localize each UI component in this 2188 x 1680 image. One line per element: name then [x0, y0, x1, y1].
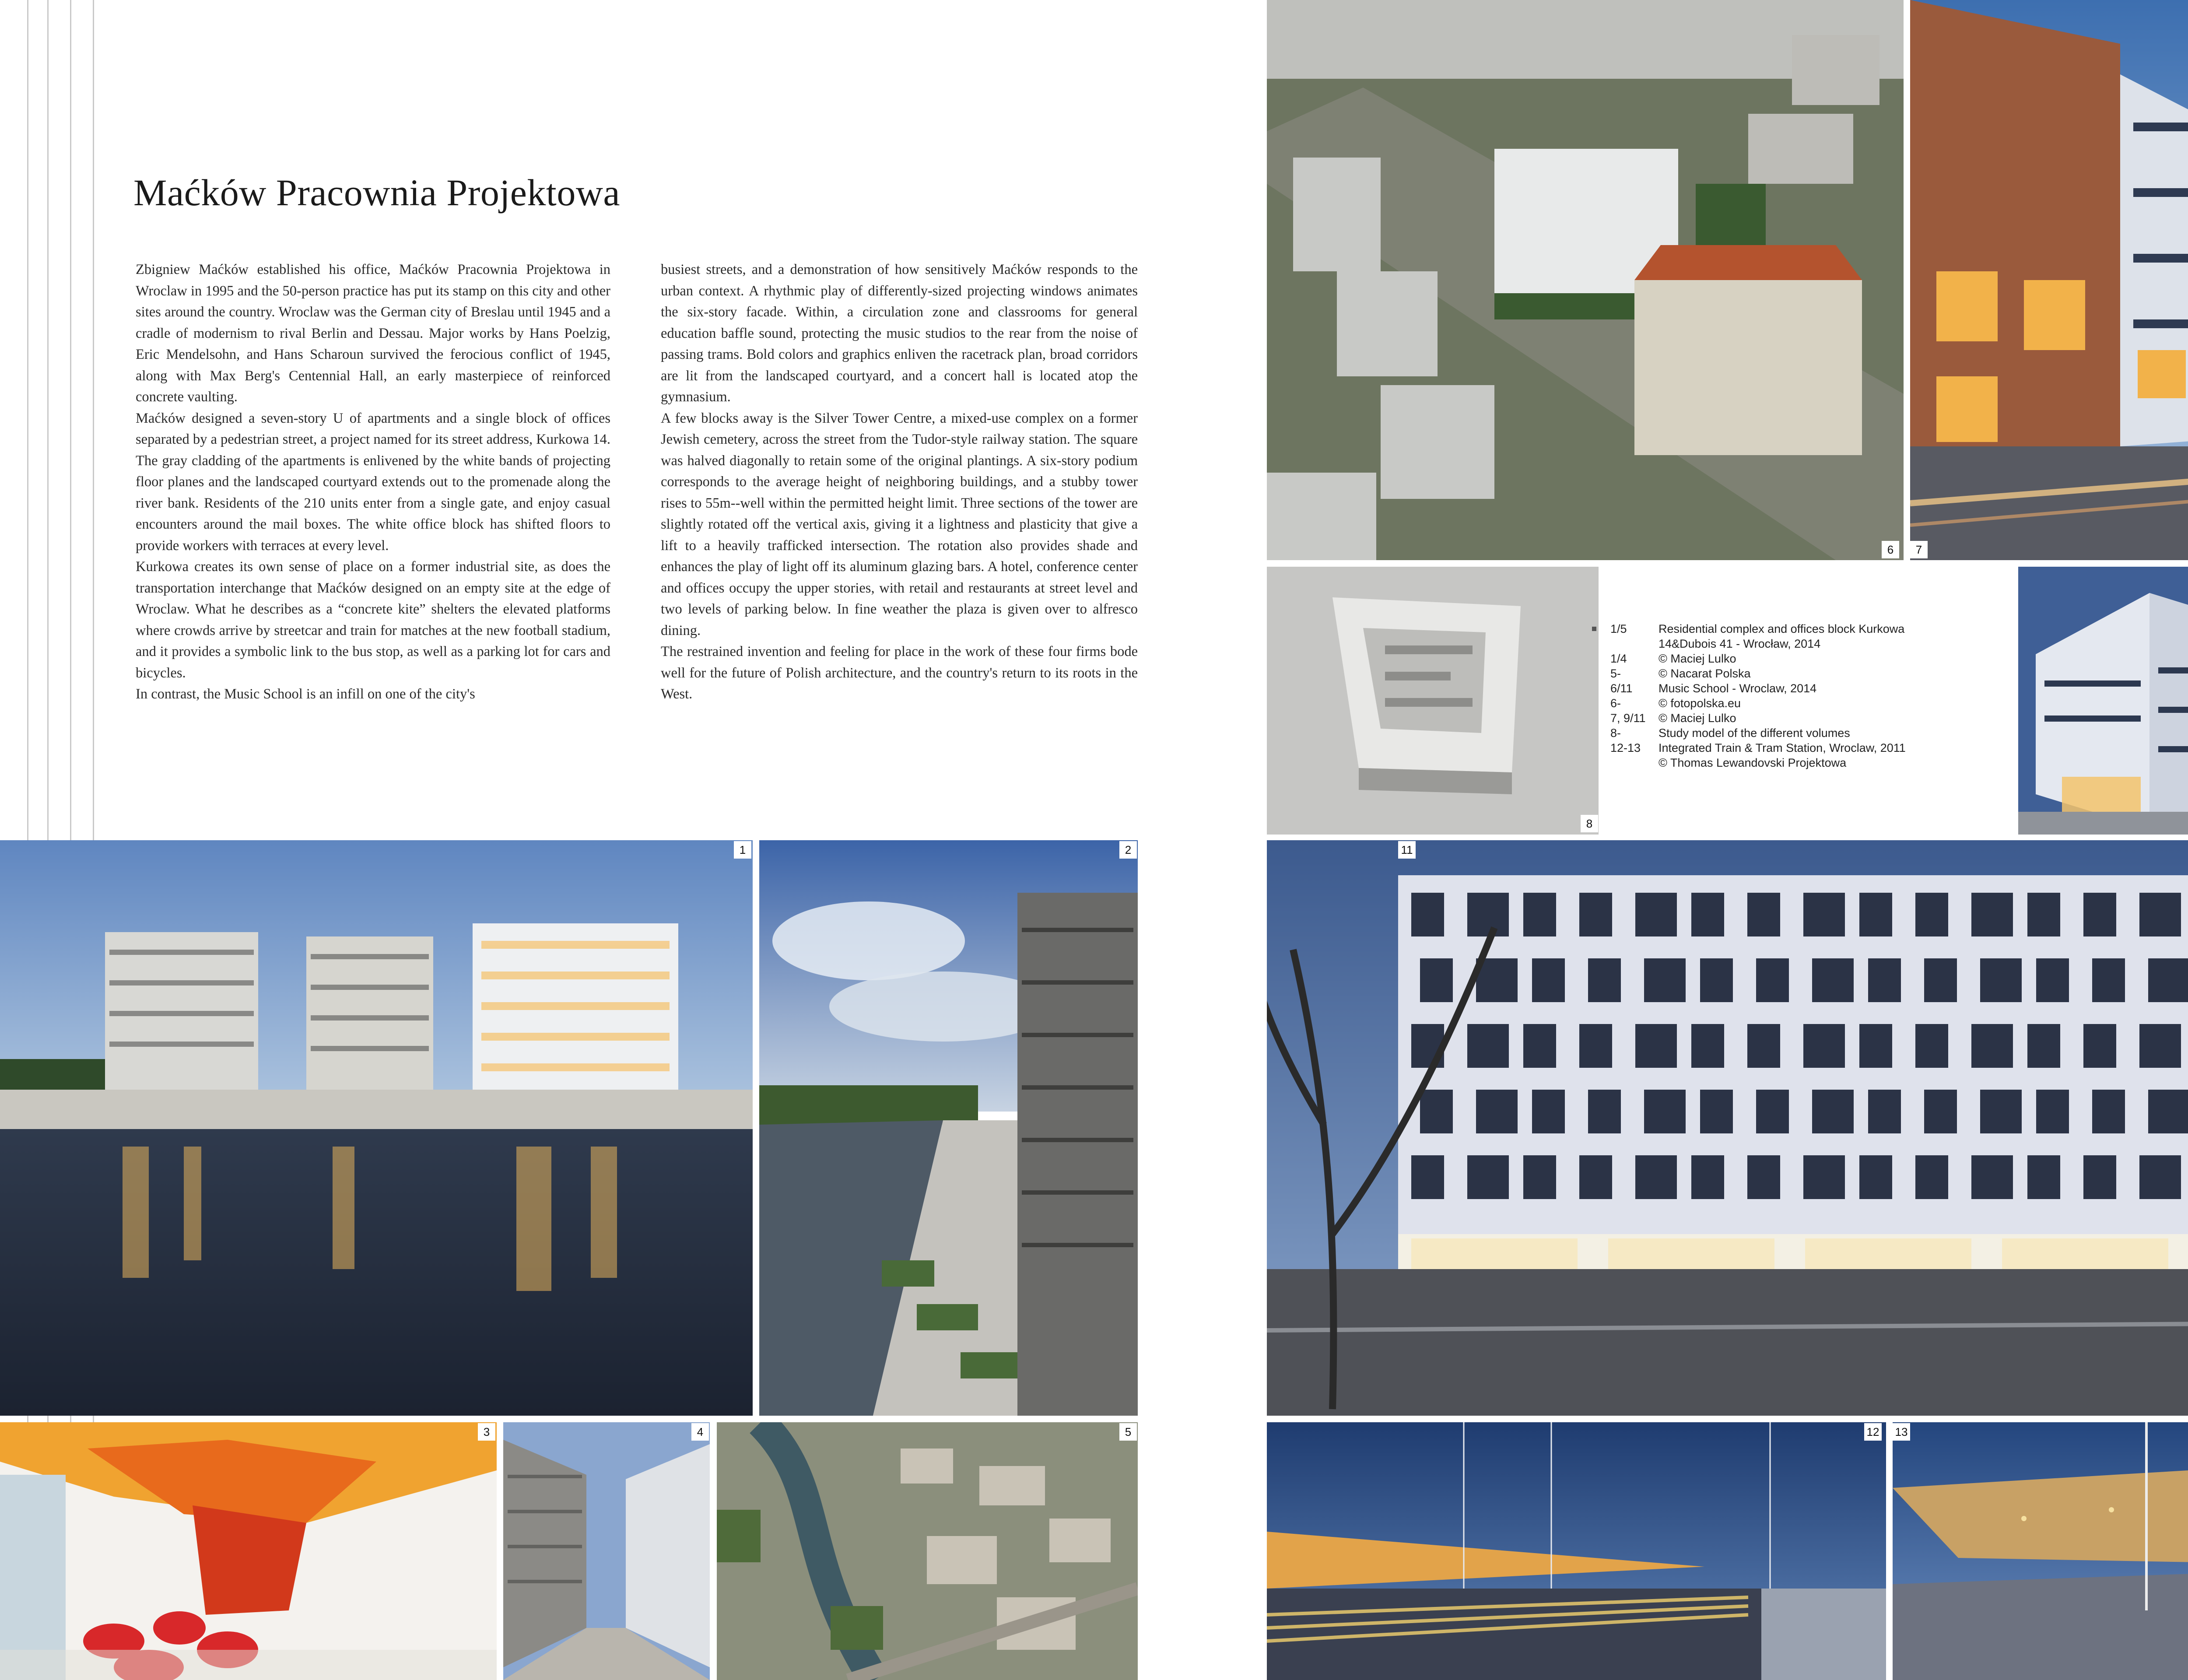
- figure-number: 7: [1910, 541, 1928, 558]
- credit-row: 6/11 Music School - Wroclaw, 2014: [1610, 682, 1817, 695]
- body-column-left: [136, 259, 610, 705]
- credit-row: © Thomas Lewandovski Projektowa: [1659, 756, 1847, 769]
- photo-river-terraces: [759, 840, 1138, 1416]
- credit-row: 8- Study model of the different volumes: [1610, 726, 1850, 740]
- photo-credits: [1610, 621, 1969, 770]
- figure-number: 2: [1119, 841, 1137, 859]
- credit-row: 6- © fotopolska.eu: [1610, 697, 1741, 710]
- figure-number: 4: [691, 1423, 709, 1441]
- photo-pedestrian-street: [503, 1422, 710, 1680]
- paragraph: Zbigniew Maćków established his office, Maćków Pracownia Projektowa in Wroclaw in 1995 and the 50-person practice has put its stamp on this city and other sites around the country. Wroclaw was the German city of Breslau until 1945 and a cradle of modernism to rival Berlin and Dessau. Major works by Hans Poelzig, Eric Mendelsohn, and Hans Scharoun survived the ferocious conflict of 1945, along with Max Berg's Centennial Hall, an early masterpiece of reinforced concrete vaulting.: [136, 262, 610, 405]
- photo-music-school-aerial: [1267, 0, 1904, 560]
- photo-station-canopy: [1893, 1422, 2188, 1680]
- figure-number: 1: [734, 841, 751, 859]
- paragraph: A few blocks away is the Silver Tower Centre, a mixed-use complex on a former Jewish cemetery, across the street from the Tudor-style railway station. The square was halved diagonally to retain some of the original plantings. A six-story podium corresponds to the average height of neighboring buildings, and a stubby tower rises to 55m--well within the permitted height limit. Three sections of the tower are slightly rotated off the vertical axis, giving it a lightness and plasticity that give a lift to a heavily trafficked intersection. The rotation also provides shade and enhances the play of light off its aluminum glazing bars. A hotel, conference center and offices occupy the upper stories, with retail and restaurants at street level and two levels of parking below. In fine weather the plaza is given over to alfresco dining.: [661, 410, 1138, 638]
- bullet-icon: [1592, 627, 1596, 631]
- paragraph: The restrained invention and feeling for place in the work of these four firms bode well for the future of Polish architecture, and the country's return to its roots in the West.: [661, 644, 1138, 702]
- credit-row: 1/5 Residential complex and offices block Kurkowa: [1610, 622, 1905, 635]
- paragraph: Maćków designed a seven-story U of apartments and a single block of offices separated by a pedestrian street, a project named for its street address, Kurkowa 14. The gray cladding of the apartments is enlivened by the white bands of projecting floor planes and the landscaped courtyard extends out to the promenade along the river bank. Residents of the 210 units enter from a single gate, and enjoy casual encounters around the mail boxes. The white office block has shifted floors to provide workers with terraces at every level.: [136, 410, 610, 554]
- photo-city-aerial: [717, 1422, 1138, 1680]
- photo-white-building: [2018, 567, 2188, 835]
- paragraph: Kurkowa creates its own sense of place on a former industrial site, as does the transportation interchange that Maćków designed on an empty site at the edge of Wroclaw. What he describes as a “concrete kite” shelters the elevated platforms where crowds arrive by streetcar and train for matches at the new football stadium, and it provides a symbolic link to the bus stop, as well as a parking lot for cars and bicycles.: [136, 559, 610, 681]
- credit-row: 14&Dubois 41 - Wrocław, 2014: [1659, 637, 1821, 650]
- photo-red-interior: [0, 1422, 497, 1680]
- figure-number: 13: [1893, 1423, 1910, 1441]
- paragraph: In contrast, the Music School is an infill on one of the city's: [136, 686, 475, 702]
- credit-row: 12-13 Integrated Train & Tram Station, Wroclaw, 2011: [1610, 741, 1906, 754]
- body-column-right: [661, 259, 1138, 705]
- photo-music-school-facade: [1267, 840, 2188, 1416]
- figure-number: 12: [1864, 1423, 1882, 1441]
- article-title: Maćków Pracownia Projektowa: [133, 172, 621, 214]
- photo-music-school-dusk: [1910, 0, 2188, 560]
- figure-number: 3: [478, 1423, 495, 1441]
- paragraph: busiest streets, and a demonstration of how sensitively Maćków responds to the urban context. A rhythmic play of differently-sized projecting windows animates the six-story facade. Within, a circulation zone and classrooms for general education baffle sound, protecting the music studios to the rear from the noise of passing trams. Bold colors and graphics enliven the racetrack plan, broad corridors are lit from the landscaped courtyard, and a concert hall is located atop the gymnasium.: [661, 262, 1138, 405]
- credit-row: 7, 9/11 © Maciej Lulko: [1610, 712, 1736, 725]
- photo-station-light-trails: [1267, 1422, 1886, 1680]
- figure-number: 6: [1882, 541, 1899, 558]
- credit-row: 5- © Nacarat Polska: [1610, 667, 1751, 680]
- photo-riverside-complex: [0, 840, 753, 1416]
- figure-number: 5: [1119, 1423, 1137, 1441]
- figure-number: 11: [1398, 841, 1416, 859]
- figure-number: 8: [1581, 815, 1598, 832]
- photo-study-model: [1267, 567, 1599, 835]
- credit-row: 1/4 © Maciej Lulko: [1610, 652, 1736, 665]
